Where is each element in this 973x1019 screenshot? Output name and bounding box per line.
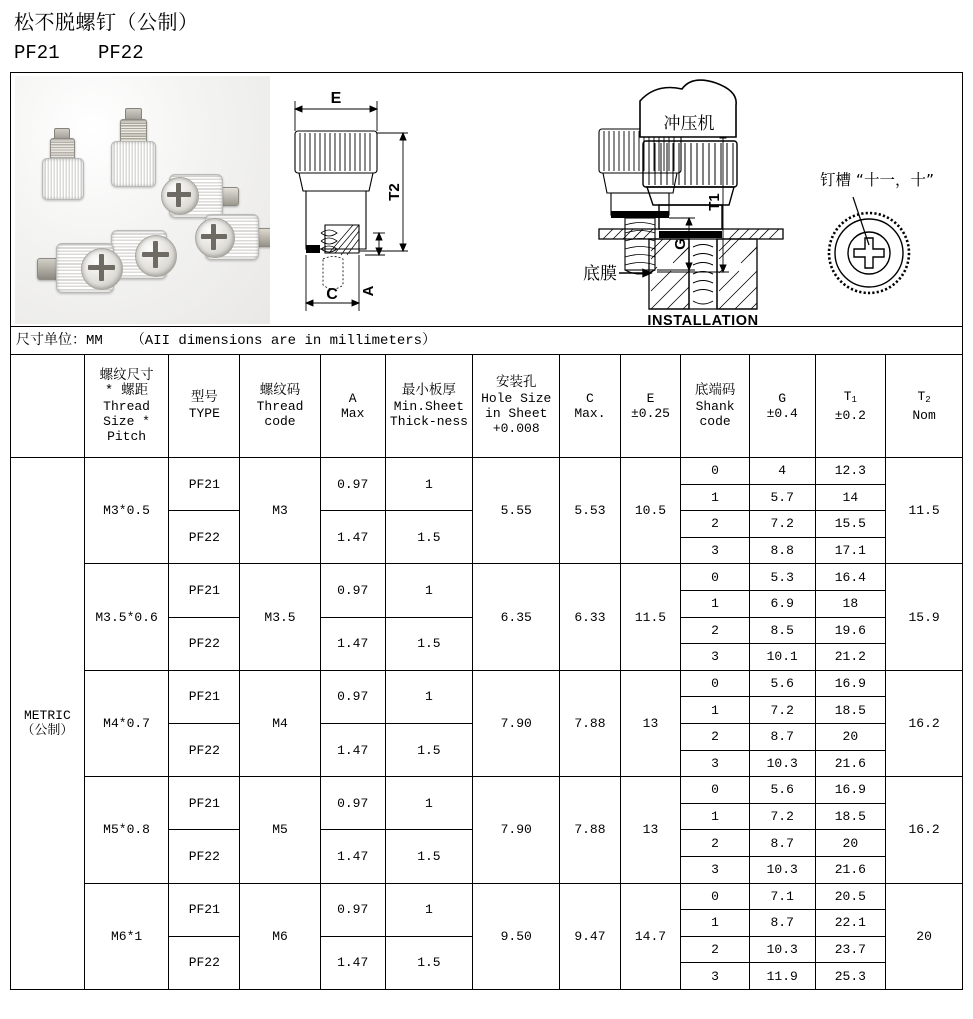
cell-min-sheet: 1: [385, 564, 473, 617]
cell-shank-code: 3: [681, 963, 750, 990]
cell-shank-code: 0: [681, 777, 750, 804]
table-row: [11, 777, 963, 804]
cell-shank-code: 2: [681, 830, 750, 857]
cell-g: 10.3: [749, 750, 815, 777]
col-thread-size: 螺纹尺寸 * 螺距 Thread Size * Pitch: [84, 355, 169, 458]
cell-c-max: 7.88: [560, 777, 621, 883]
cell-thread-size: M3.5*0.6: [84, 564, 169, 670]
col-type: 型号 TYPE: [169, 355, 240, 458]
cell-g: 10.3: [749, 936, 815, 963]
cell-t1: 16.9: [815, 777, 886, 804]
cell-e: 13: [620, 777, 681, 883]
dimension-label-t1: T1: [706, 193, 723, 211]
cell-g: 8.8: [749, 537, 815, 564]
col-shank-code: 底端码 Shank code: [681, 355, 750, 458]
cell-c-max: 5.53: [560, 458, 621, 564]
col-standard: [11, 355, 85, 458]
cell-shank-code: 2: [681, 617, 750, 644]
cell-e: 11.5: [620, 564, 681, 670]
table-row: [11, 670, 963, 697]
cell-hole-size: 9.50: [473, 883, 560, 989]
cell-min-sheet: 1: [385, 458, 473, 511]
cell-e: 14.7: [620, 883, 681, 989]
cell-t1: 19.6: [815, 617, 886, 644]
cell-a-max: 0.97: [320, 458, 385, 511]
table-row: [11, 458, 963, 485]
product-screw: [187, 212, 270, 260]
cell-shank-code: 3: [681, 644, 750, 671]
cell-shank-code: 3: [681, 750, 750, 777]
cell-type: PF22: [169, 511, 240, 564]
cell-a-max: 0.97: [320, 564, 385, 617]
standard-label: [11, 458, 85, 990]
cell-shank-code: 1: [681, 803, 750, 830]
product-codes: [14, 40, 973, 66]
product-screw: [111, 108, 155, 190]
cell-min-sheet: 1: [385, 777, 473, 830]
drawing-pf21-svg: [273, 73, 573, 327]
cell-type: PF21: [169, 777, 240, 830]
product-code-pf21: PF21: [14, 42, 60, 64]
cell-type: PF21: [169, 458, 240, 511]
cell-shank-code: 0: [681, 564, 750, 591]
cell-c-max: 7.88: [560, 670, 621, 776]
cell-type: PF22: [169, 830, 240, 883]
figure-strip: [10, 72, 963, 326]
cell-g: 5.6: [749, 777, 815, 804]
cell-a-max: 1.47: [320, 511, 385, 564]
table-row: [11, 883, 963, 910]
col-a-max: A Max: [320, 355, 385, 458]
units-note-cn: 尺寸单位：MM: [16, 333, 103, 349]
dimension-label-a: A: [360, 285, 377, 297]
cell-a-max: 1.47: [320, 936, 385, 989]
cell-type: PF22: [169, 617, 240, 670]
cell-t1: 18.5: [815, 697, 886, 724]
cell-t1: 12.3: [815, 458, 886, 485]
installation-and-detail: [577, 73, 973, 327]
units-note: [10, 326, 963, 354]
cell-g: 8.7: [749, 910, 815, 937]
cell-g: 5.7: [749, 484, 815, 511]
table-header-row: [11, 355, 963, 458]
cell-shank-code: 1: [681, 910, 750, 937]
cell-thread-size: M5*0.8: [84, 777, 169, 883]
cell-t1: 22.1: [815, 910, 886, 937]
col-min-sheet: 最小板厚 Min.Sheet Thick-ness: [385, 355, 473, 458]
cell-g: 10.1: [749, 644, 815, 671]
cell-shank-code: 2: [681, 511, 750, 538]
cell-g: 11.9: [749, 963, 815, 990]
cell-min-sheet: 1.5: [385, 617, 473, 670]
cell-t1: 14: [815, 484, 886, 511]
cell-g: 8.5: [749, 617, 815, 644]
cell-g: 5.6: [749, 670, 815, 697]
cell-min-sheet: 1.5: [385, 511, 473, 564]
cell-t1: 25.3: [815, 963, 886, 990]
cell-thread-code: M6: [240, 883, 321, 989]
cell-g: 4: [749, 458, 815, 485]
cell-hole-size: 5.55: [473, 458, 560, 564]
cell-a-max: 1.47: [320, 830, 385, 883]
cell-shank-code: 1: [681, 590, 750, 617]
cell-t2: 16.2: [886, 670, 963, 776]
cell-t1: 18: [815, 590, 886, 617]
cell-type: PF21: [169, 670, 240, 723]
table-body: [11, 458, 963, 990]
title-block: [0, 0, 973, 66]
cell-type: PF21: [169, 883, 240, 936]
product-screw: [41, 128, 83, 204]
cell-thread-code: M5: [240, 777, 321, 883]
table-row: [11, 564, 963, 591]
standard-label-cn: （公制）: [21, 723, 74, 739]
drawing-pf21: [273, 73, 573, 327]
cell-shank-code: 1: [681, 697, 750, 724]
col-t1: $T_1$ ±0.2: [815, 355, 886, 458]
cell-a-max: 1.47: [320, 617, 385, 670]
cell-t1: 20: [815, 830, 886, 857]
cell-t1: 21.6: [815, 856, 886, 883]
cell-shank-code: 2: [681, 723, 750, 750]
cell-min-sheet: 1.5: [385, 723, 473, 776]
units-note-en: （AII dimensions are in millimeters）: [130, 333, 437, 349]
product-screw: [37, 240, 129, 294]
cell-t1: 17.1: [815, 537, 886, 564]
cell-t2: 11.5: [886, 458, 963, 564]
page-title: 松不脱螺钉（公制）: [14, 13, 199, 36]
cell-shank-code: 0: [681, 670, 750, 697]
cell-hole-size: 7.90: [473, 670, 560, 776]
standard-label-en: METRIC: [23, 708, 71, 724]
cell-t2: 20: [886, 883, 963, 989]
cell-a-max: 0.97: [320, 670, 385, 723]
cell-min-sheet: 1.5: [385, 830, 473, 883]
dimension-label-g: G: [672, 238, 689, 250]
screw-slot-label: 钉槽 “十一，十”: [820, 171, 934, 189]
dimension-label-t2: T2: [386, 183, 403, 201]
dimension-label-c: C: [326, 286, 338, 303]
cell-hole-size: 6.35: [473, 564, 560, 670]
installation-caption: INSTALLATION: [647, 313, 759, 327]
col-e: E ±0.25: [620, 355, 681, 458]
cell-shank-code: 1: [681, 484, 750, 511]
cell-a-max: 1.47: [320, 723, 385, 776]
cell-a-max: 0.97: [320, 777, 385, 830]
cell-shank-code: 3: [681, 537, 750, 564]
cell-t1: 16.4: [815, 564, 886, 591]
cell-t1: 23.7: [815, 936, 886, 963]
cell-shank-code: 3: [681, 856, 750, 883]
press-machine-label: 冲压机: [663, 114, 715, 134]
cell-g: 7.2: [749, 697, 815, 724]
cell-t2: 16.2: [886, 777, 963, 883]
cell-thread-size: M3*0.5: [84, 458, 169, 564]
cell-t1: 18.5: [815, 803, 886, 830]
cell-type: PF22: [169, 936, 240, 989]
cell-shank-code: 2: [681, 936, 750, 963]
cell-t1: 20: [815, 723, 886, 750]
cell-thread-code: M4: [240, 670, 321, 776]
cell-g: 7.1: [749, 883, 815, 910]
cell-g: 6.9: [749, 590, 815, 617]
col-c-max: C Max.: [560, 355, 621, 458]
cell-type: PF21: [169, 564, 240, 617]
cell-c-max: 9.47: [560, 883, 621, 989]
cell-g: 7.2: [749, 803, 815, 830]
cell-c-max: 6.33: [560, 564, 621, 670]
col-g: G ±0.4: [749, 355, 815, 458]
base-die-label: 底膜: [583, 264, 617, 284]
cell-thread-size: M4*0.7: [84, 670, 169, 776]
cell-t2: 15.9: [886, 564, 963, 670]
product-code-pf22: PF22: [98, 42, 144, 64]
col-t2: $T_2$ Nom: [886, 355, 963, 458]
cell-shank-code: 0: [681, 458, 750, 485]
cell-g: 7.2: [749, 511, 815, 538]
dimension-label-e: E: [330, 90, 342, 107]
specification-table: [10, 354, 963, 990]
cell-g: 8.7: [749, 830, 815, 857]
installation-svg: [577, 73, 973, 327]
cell-t1: 15.5: [815, 511, 886, 538]
cell-min-sheet: 1: [385, 883, 473, 936]
cell-t1: 21.2: [815, 644, 886, 671]
cell-thread-size: M6*1: [84, 883, 169, 989]
cell-type: PF22: [169, 723, 240, 776]
cell-e: 10.5: [620, 458, 681, 564]
cell-min-sheet: 1.5: [385, 936, 473, 989]
cell-e: 13: [620, 670, 681, 776]
cell-thread-code: M3.5: [240, 564, 321, 670]
col-hole-size: 安装孔 Hole Size in Sheet +0.008: [473, 355, 560, 458]
cell-g: 8.7: [749, 723, 815, 750]
cell-g: 10.3: [749, 856, 815, 883]
cell-g: 5.3: [749, 564, 815, 591]
cell-shank-code: 0: [681, 883, 750, 910]
product-photo: [15, 76, 270, 324]
cell-thread-code: M3: [240, 458, 321, 564]
cell-min-sheet: 1: [385, 670, 473, 723]
cell-t1: 21.6: [815, 750, 886, 777]
cell-t1: 16.9: [815, 670, 886, 697]
cell-a-max: 0.97: [320, 883, 385, 936]
cell-t1: 20.5: [815, 883, 886, 910]
cell-hole-size: 7.90: [473, 777, 560, 883]
col-thread-code: 螺纹码 Thread code: [240, 355, 321, 458]
